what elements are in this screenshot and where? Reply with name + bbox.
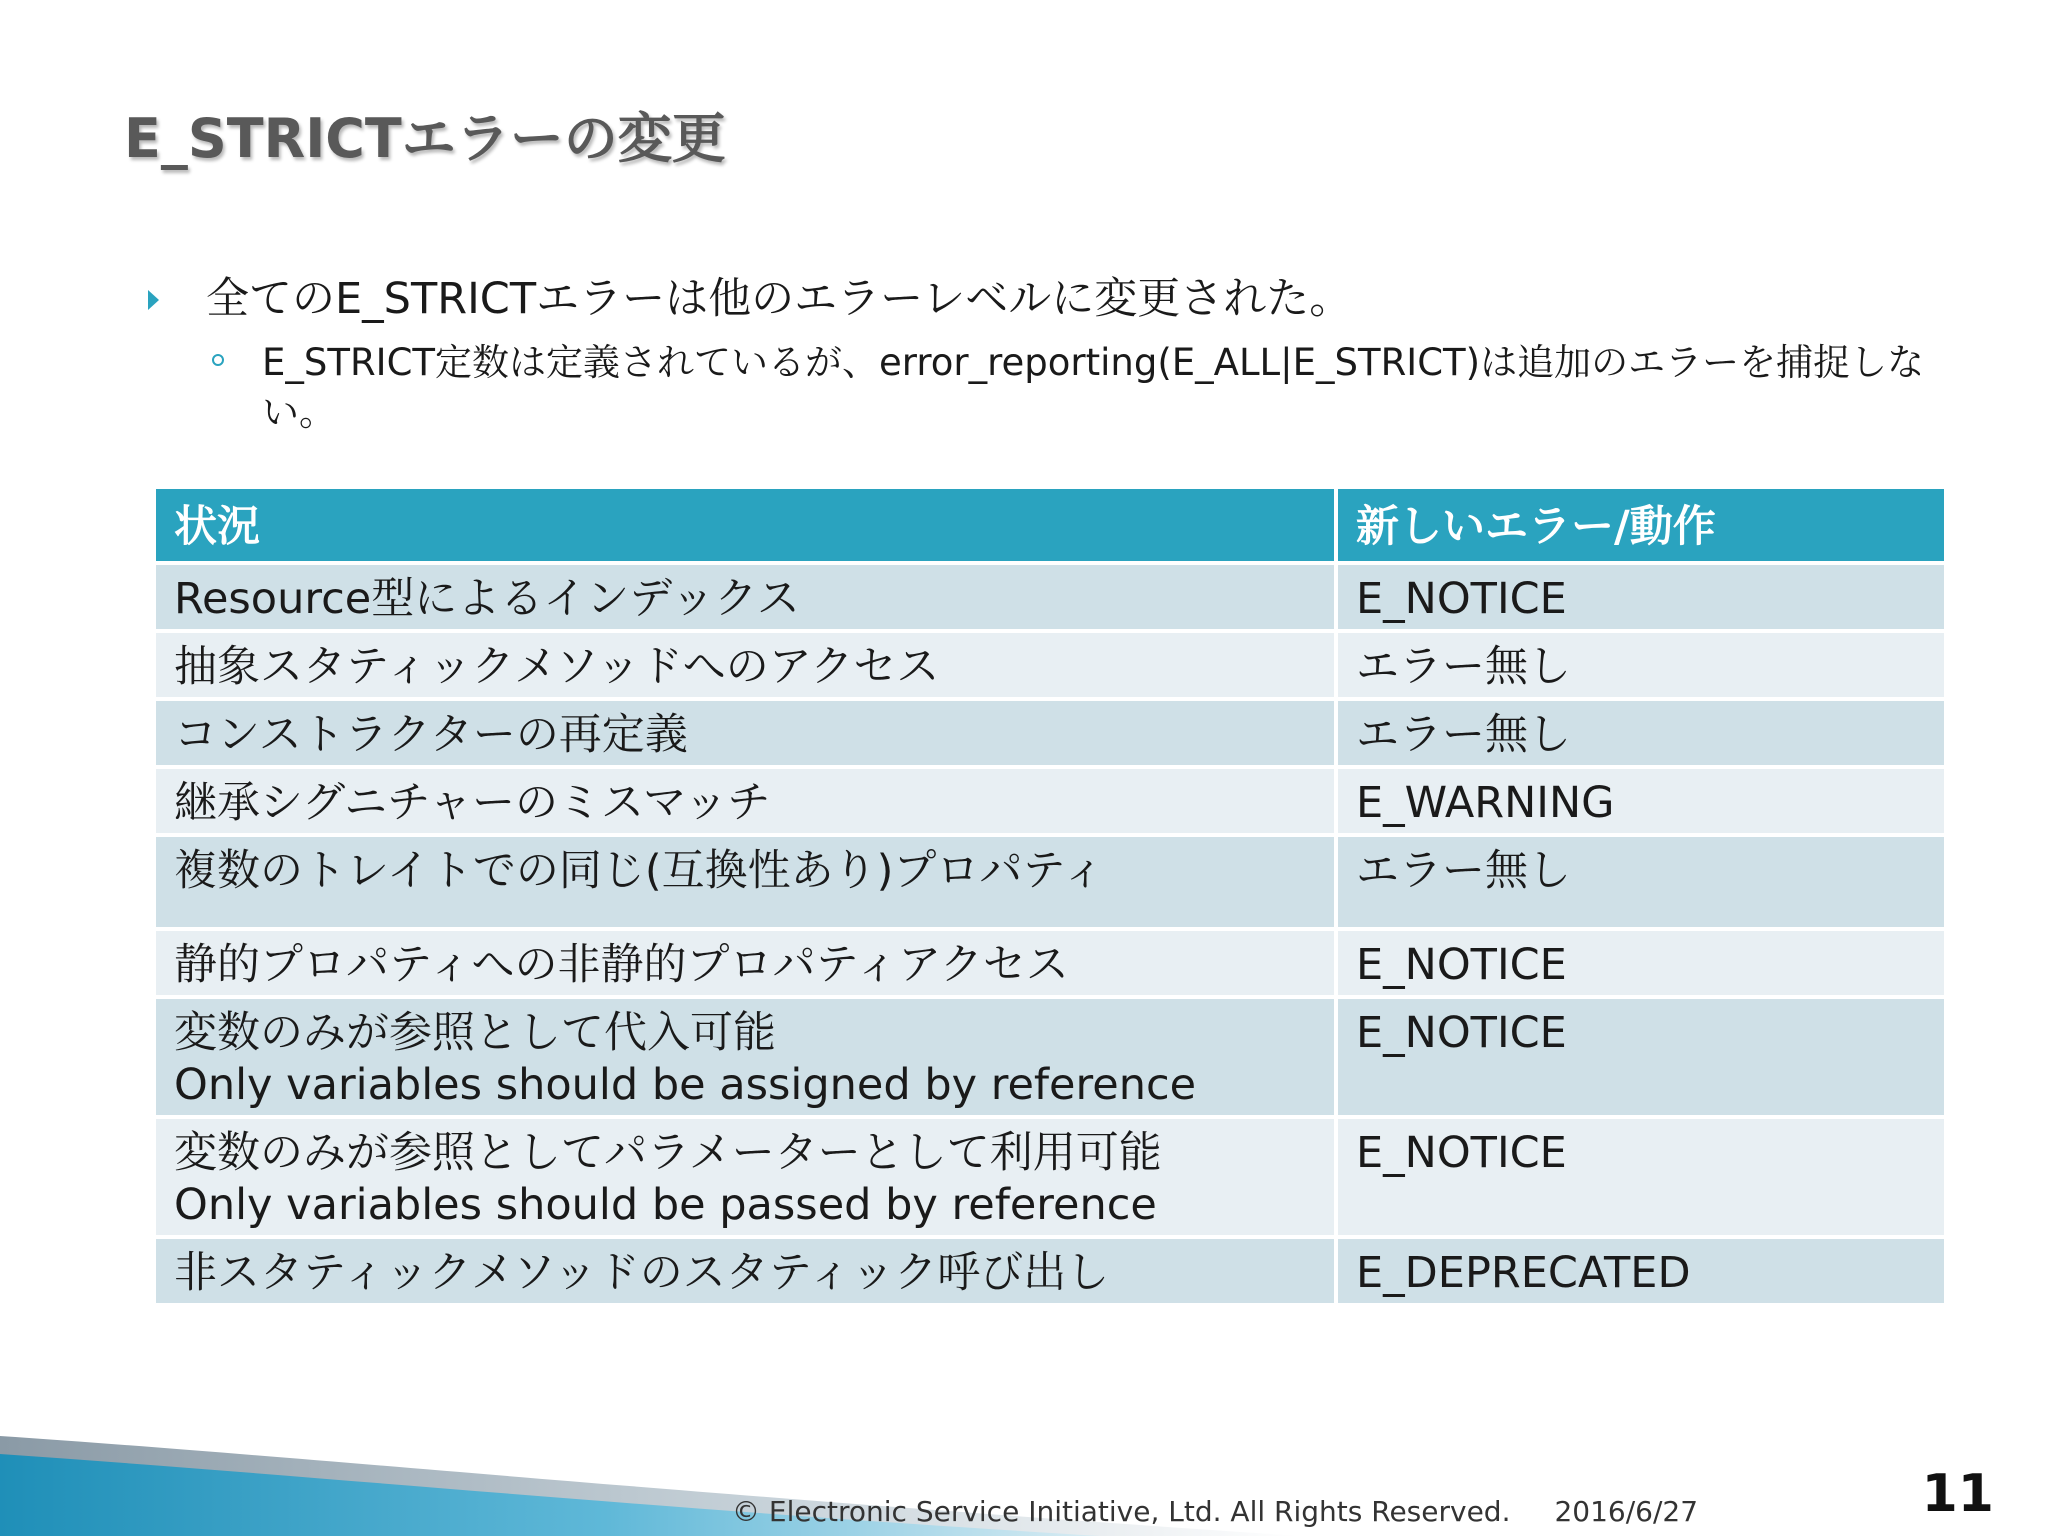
situation-text: 継承シグニチャーのミスマッチ — [174, 778, 771, 828]
bullet-list — [148, 268, 1948, 438]
situation-cell — [154, 699, 1336, 767]
header-situation: 状況 — [154, 487, 1336, 563]
slide-title: E_STRICTエラーの変更 — [124, 107, 726, 170]
result-cell: E_DEPRECATED — [1336, 1237, 1946, 1305]
table-row — [154, 929, 1946, 997]
bullet-level1 — [148, 268, 1948, 330]
triangle-bullet-icon — [148, 290, 159, 310]
table-header-row — [154, 487, 1946, 563]
result-cell: E_NOTICE — [1336, 563, 1946, 631]
footer — [732, 1495, 1698, 1528]
error-change-table — [152, 485, 1948, 1307]
result-cell: エラー無し — [1336, 699, 1946, 767]
bullet-level1-text: 全てのE_STRICTエラーは他のエラーレベルに変更された。 — [206, 274, 1353, 324]
table-row — [154, 1237, 1946, 1305]
situation-text: Resource型によるインデックス — [174, 574, 800, 624]
bullet-level2-text: E_STRICT定数は定義されているが、error_reporting(E_ALL|E_STRICT)は追加のエラーを捕捉しない。 — [262, 341, 1925, 434]
table-row — [154, 1117, 1946, 1237]
situation-cell — [154, 835, 1336, 929]
situation-text: 非スタティックメソッドのスタティック呼び出し — [174, 1248, 1110, 1298]
situation-text: 変数のみが参照として代入可能 — [174, 1008, 776, 1058]
table-row — [154, 699, 1946, 767]
situation-cell — [154, 631, 1336, 699]
footer-date: 2016/6/27 — [1554, 1495, 1699, 1528]
result-cell: E_NOTICE — [1336, 997, 1946, 1117]
result-cell: エラー無し — [1336, 631, 1946, 699]
table-row — [154, 631, 1946, 699]
circle-bullet-icon — [212, 354, 224, 366]
situation-text: 複数のトレイトでの同じ(互換性あり)プロパティ — [174, 846, 1105, 896]
situation-cell — [154, 929, 1336, 997]
result-cell: E_NOTICE — [1336, 929, 1946, 997]
situation-cell — [154, 767, 1336, 835]
table-row — [154, 835, 1946, 929]
situation-cell — [154, 997, 1336, 1117]
result-cell: E_WARNING — [1336, 767, 1946, 835]
result-cell: エラー無し — [1336, 835, 1946, 929]
result-cell: E_NOTICE — [1336, 1117, 1946, 1237]
table-row — [154, 563, 1946, 631]
situation-cell — [154, 1237, 1336, 1305]
copyright-text: © Electronic Service Initiative, Ltd. All Rights Reserved. — [732, 1495, 1511, 1528]
table-row — [154, 767, 1946, 835]
page-number: 11 — [1921, 1464, 1994, 1524]
bullet-level2 — [148, 338, 1962, 438]
situation-cell — [154, 1117, 1336, 1237]
situation-text: 静的プロパティへの非静的プロパティアクセス — [174, 940, 1069, 990]
situation-text-en: Only variables should be assigned by reference — [174, 1060, 1197, 1110]
situation-text: コンストラクターの再定義 — [174, 710, 688, 760]
situation-text-en: Only variables should be passed by reference — [174, 1180, 1157, 1230]
header-new-error: 新しいエラー/動作 — [1336, 487, 1946, 563]
situation-text: 抽象スタティックメソッドへのアクセス — [174, 642, 940, 692]
situation-text: 変数のみが参照としてパラメーターとして利用可能 — [174, 1128, 1162, 1178]
table-row — [154, 997, 1946, 1117]
situation-cell — [154, 563, 1336, 631]
